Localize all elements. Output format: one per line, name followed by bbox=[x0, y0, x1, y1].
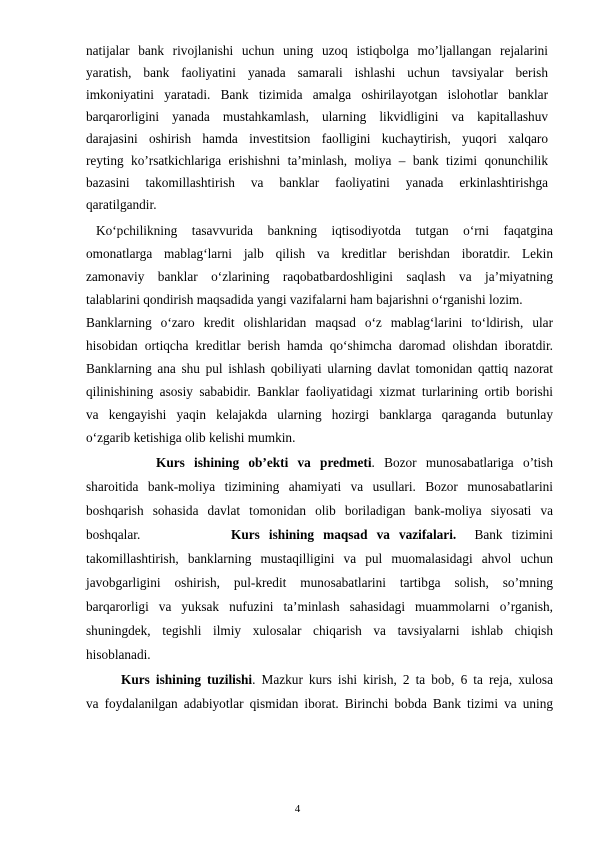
paragraph-line: qilinishining asosiy sababidir. Banklar faoliyatidagi xizmat turlarining ortib borishi bbox=[86, 384, 553, 399]
paragraph-line: Banklarning o‘zaro kredit olishlaridan maqsad o‘z mablag‘larini to‘ldirish, ular bbox=[86, 315, 553, 330]
inline-goal-line bbox=[231, 527, 553, 543]
paragraph-line: zamonaviy banklar o‘zlarining raqobatbardoshligini saqlash va ja’miyatning bbox=[86, 269, 553, 284]
paragraph-line bbox=[86, 455, 553, 471]
paragraph-line: talablarini qondirish maqsadida yangi vazifalarni ham bajarishni o‘rganishi lozim. bbox=[86, 292, 523, 307]
paragraph-line: yaratish, bank faoliyatini yanada samarali ishlashi uchun tavsiyalar berish bbox=[86, 65, 548, 80]
paragraph-line: qaratilgandir. bbox=[86, 197, 157, 212]
inline-text: . Bozor munosabatlariga o’tish bbox=[371, 455, 553, 470]
paragraph-line: darajasini oshirish hamda investitsion faolligini kuchaytirish, yuqori xalqaro bbox=[86, 131, 548, 146]
section-heading-object: Kurs ishining ob’ekti va predmeti bbox=[156, 455, 372, 470]
paragraph-line bbox=[86, 527, 553, 543]
page-number: 4 bbox=[294, 803, 301, 815]
paragraph-line bbox=[86, 672, 553, 688]
paragraph-line: sharoitida bank-moliya tizimining ahamiyati va usullari. Bozor munosabatlarini bbox=[86, 479, 553, 494]
paragraph-line: hisoblanadi. bbox=[86, 647, 151, 662]
paragraph-line: va foydalanilgan adabiyotlar qismidan iborat. Birinchi bobda Bank tizimi va uning bbox=[86, 696, 553, 711]
section-heading-goal: Kurs ishining maqsad va vazifalari. bbox=[231, 527, 457, 542]
paragraph-line: javobgarligini oshirish, pul-kredit munosabatlarini tartibga solish, so’mning bbox=[86, 575, 553, 590]
paragraph-line: va kengayishi yaqin kelajakda ularning hozirgi banklarga qaraganda butunlay bbox=[86, 407, 553, 422]
paragraph-line: barqarorligini yanada mustahkamlash, ularning likvidligini va kapitallashuv bbox=[86, 109, 548, 124]
inline-text: boshqalar. bbox=[86, 527, 141, 542]
paragraph-line: takomillashtirish, banklarning mustaqilligini va pul muomalasidagi ahvol uchun bbox=[86, 551, 553, 566]
inline-text: . Mazkur kurs ishi kirish, 2 ta bob, 6 ta reja, xulosa bbox=[252, 672, 553, 687]
paragraph-line: omonatlarga mablag‘larni jalb qilish va kreditlar berishdan iboratdir. Lekin bbox=[86, 246, 553, 261]
inline-text: Bank tizimini bbox=[474, 527, 553, 542]
paragraph-line: boshqarish sohasida davlat tomonidan olib boriladigan bank-moliya siyosati va bbox=[86, 503, 553, 518]
paragraph-line: Banklarning ana shu pul ishlash qobiliyati ularning davlat tomonidan qattiq nazorat bbox=[86, 361, 553, 376]
paragraph-line: shuningdek, tegishli ilmiy xulosalar chiqarish va tavsiyalarni ishlab chiqish bbox=[86, 623, 553, 638]
paragraph-line: natijalar bank rivojlanishi uchun uning uzoq istiqbolga mo’ljallangan rejalarini bbox=[86, 43, 548, 58]
paragraph-line: reyting ko’rsatkichlariga erishishni ta’minlash, moliya – bank tizimi qonunchilik bbox=[86, 153, 548, 168]
section-heading-structure: Kurs ishining tuzilishi bbox=[121, 672, 253, 687]
paragraph-line: Ko‘pchilikning tasavvurida bankning iqtisodiyotda tutgan o‘rni faqatgina bbox=[96, 223, 553, 238]
paragraph-line: imkoniyatini yaratadi. Bank tizimida amalga oshirilayotgan islohotlar banklar bbox=[86, 87, 548, 102]
paragraph-line: o‘zgarib ketishiga olib kelishi mumkin. bbox=[86, 430, 296, 445]
paragraph-line: hisobidan ortiqcha kreditlar berish hamda qo‘shimcha daromad olishdan iboratdir. bbox=[86, 338, 553, 353]
paragraph-line: bazasini takomillashtirish va banklar faoliyatini yanada erkinlashtirishga bbox=[86, 175, 548, 190]
paragraph-line: barqarorligi va yuksak nufuzini ta’minlash sahasidagi muammolarni o’rganish, bbox=[86, 599, 553, 614]
